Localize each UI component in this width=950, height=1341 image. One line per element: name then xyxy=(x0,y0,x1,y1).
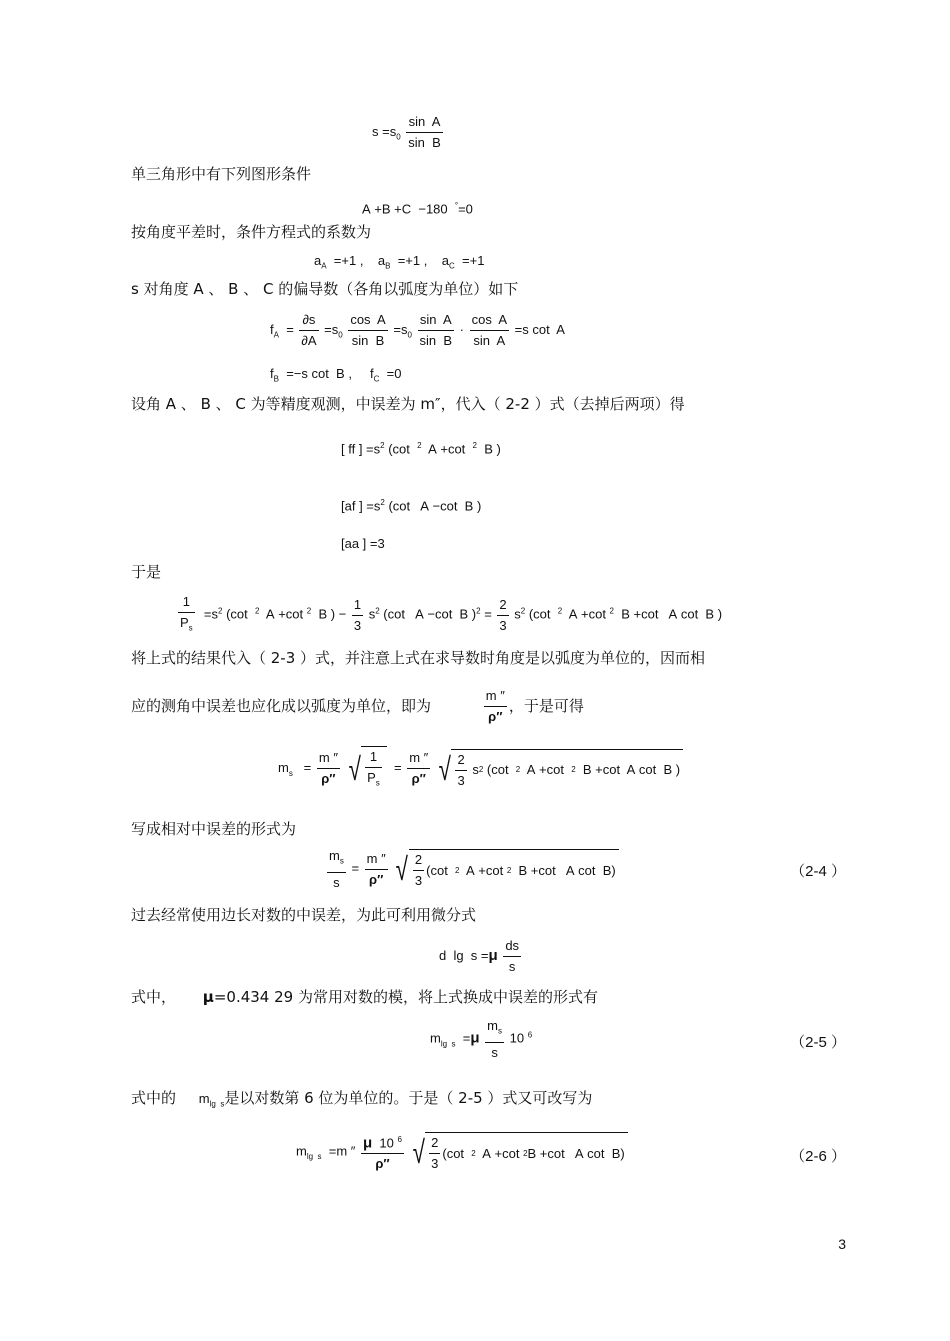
equation-ff: [ ff ] $=s^2$ (cot $^2$ A +cot $^2$ B ) xyxy=(341,441,501,457)
equation-differential: d lg s =μ $\frac{ds}{s}$ xyxy=(439,938,520,974)
equation-partial-derivative-a: $f_A$ = $\frac{\partial s}{\partial A}$ $=s_0$ $\frac{\text{cos A}}{\text{sin B}}$ $=s_0$ $\frac{\text{sin A}}{\text{sin B}}$ · $\frac{\text{cos A}}{\text{sin A}}$ =s cot A xyxy=(270,312,565,348)
paragraph-text: 式中， xyxy=(131,988,177,1006)
inline-equation-angle-radians: $\frac{m ''}{\rho''}$ xyxy=(485,688,505,724)
equation-log-error-final: $m_{lg s} =m$ ″ $\frac{\mu 10 ^6}{\rho''}$ √ $\frac{2}{3}$ (cot 2 A +cot 2 B +cot A cot B) xyxy=(296,1132,628,1172)
paragraph: 设角 A 、 B 、 C 为等精度观测，中误差为 m″，代入（ 2-2 ）式（去掉后两项）得 xyxy=(131,395,685,413)
paragraph: 过去经常使用边长对数的中误差，为此可利用微分式 xyxy=(131,906,477,924)
paragraph xyxy=(131,986,598,1008)
paragraph-text: 应的测角中误差也应化成以弧度为单位，即为 xyxy=(131,697,432,715)
paragraph xyxy=(131,688,584,725)
paragraph-text: =0.434 29 为常用对数的模，将上式换成中误差的形式有 xyxy=(213,988,598,1006)
equation-coefficients: $a_A =+1$ , $a_B =+1$ , $a_C =+1$ xyxy=(314,253,485,271)
equation-side-error: $m_s$ = $\frac{m ''}{\rho''}$ √ $\frac{1}{P_s}$ = $\frac{m ''}{\rho''}$ √ $\frac{2}{3}$ s 2 (cot 2 A +cot 2 B +cot A cot B ) xyxy=(278,746,683,792)
inline-mlgs: $m_{lg s}$ xyxy=(198,1091,225,1109)
paragraph-text: ，于是可得 xyxy=(508,697,584,715)
page-number: 3 xyxy=(838,1236,846,1252)
mu-symbol: μ xyxy=(202,988,214,1006)
equation-relative-error: $\frac{m_s}{s}$ = $\frac{m ''}{\rho''}$ √ $\frac{2}{3}$ (cot 2 A +cot 2 B +cot A cot B) xyxy=(325,848,619,891)
equation-af: [af ] $=s^2$ (cot A −cot B ) xyxy=(341,498,482,514)
equation-number: （2-4 ） xyxy=(790,863,846,880)
paragraph: 按角度平差时，条件方程式的系数为 xyxy=(131,223,372,241)
equation-weight-reciprocal: $\frac{1}{P_s}$ $=s^2$ (cot $^2$ A +cot $^2$ B ) − $\frac{1}{3}$ $s^2$ (cot A −cot B )$^2$ = $\frac{2}{3}$ $s^2$ (cot $^2$ A +cot $^2$ B +cot A cot B ) xyxy=(180,594,723,633)
paragraph: 单三角形中有下列图形条件 xyxy=(131,165,312,183)
paragraph-text: 是以对数第 6 位为单位的。于是（ 2-5 ）式又可改写为 xyxy=(224,1089,593,1107)
equation-triangle-condition: A +B +C −180 °=0 xyxy=(362,201,473,217)
paragraph: s 对角度 A 、 B 、 C 的偏导数（各角以弧度为单位）如下 xyxy=(131,280,519,298)
equation-number: （2-5 ） xyxy=(790,1034,846,1051)
equation-partial-derivative-bc: $f_B =-s$ cot B , $f_C =0$ xyxy=(270,366,402,384)
paragraph: 写成相对中误差的形式为 xyxy=(131,820,297,838)
paragraph xyxy=(131,1087,592,1113)
paragraph-text: 式中的 xyxy=(131,1089,177,1107)
paragraph: 将上式的结果代入（ 2-3 ）式，并注意上式在求导数时角度是以弧度为单位的，因而相 xyxy=(131,649,706,667)
equation-number: （2-6 ） xyxy=(790,1148,846,1165)
paragraph: 于是 xyxy=(131,563,162,581)
equation-aa: [aa ] =3 xyxy=(341,536,385,551)
equation-law-of-sines: $s =s_0$ $\frac{\text{sin A}}{\text{sin B}}$ xyxy=(372,114,441,150)
equation-log-error: $m_{lg s} =\mu$ $\frac{m_s}{s}$ 10 $^6$ xyxy=(430,1018,533,1060)
